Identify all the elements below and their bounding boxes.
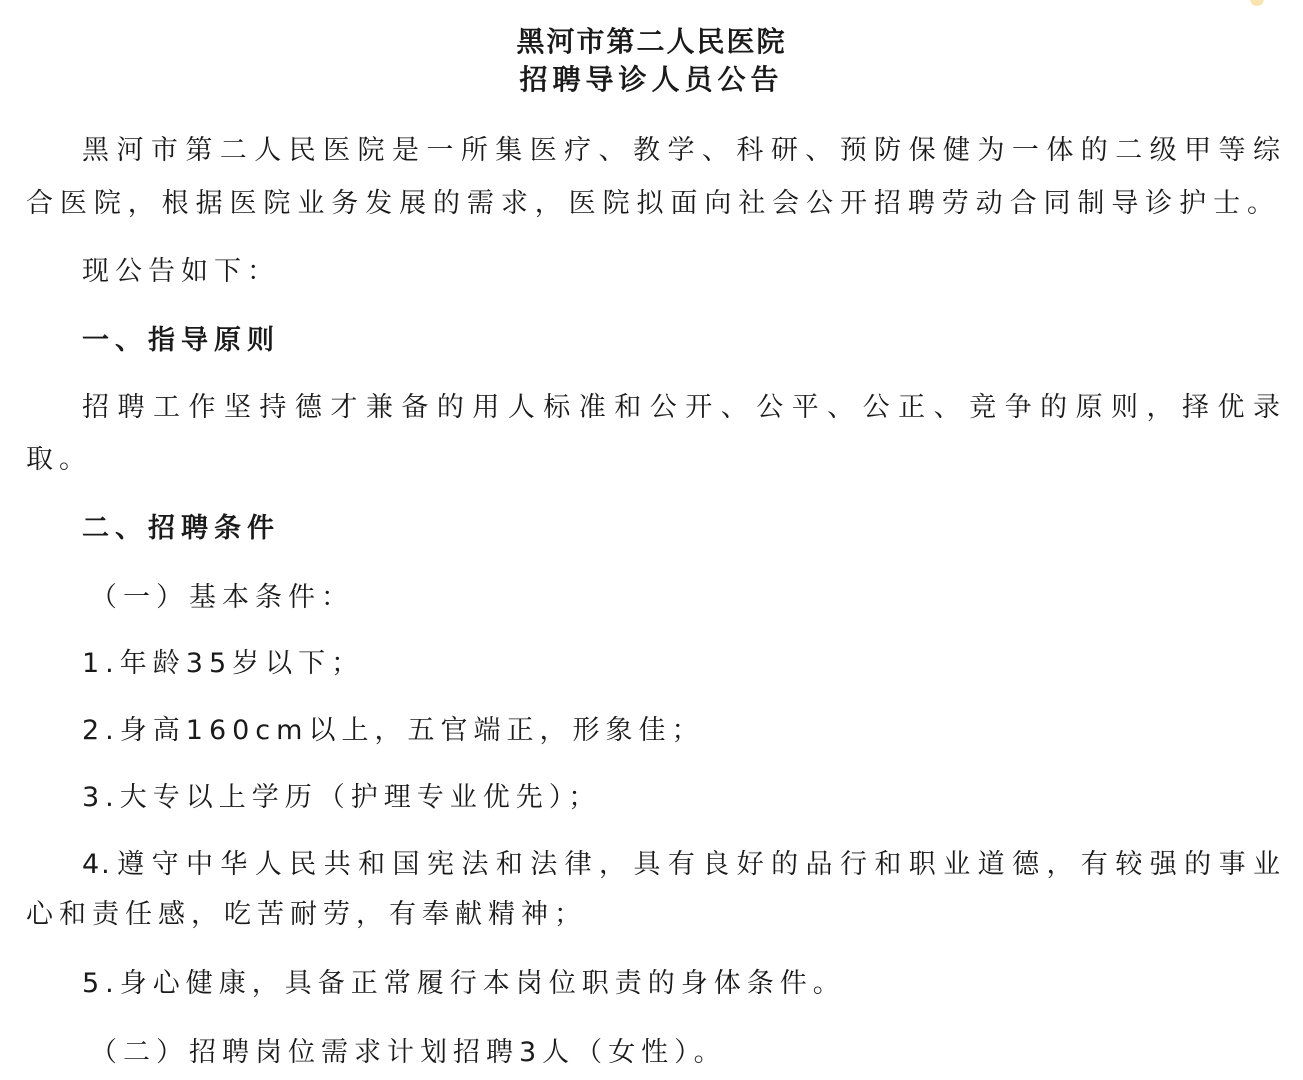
condition-item: 1.年龄35岁以下；	[82, 648, 365, 679]
intro-line-1: 黑河市第二人民医院是一所集医疗、教学、科研、预防保健为一体的二级甲等综	[82, 135, 1282, 166]
page-title: 黑河市第二人民医院	[516, 25, 787, 58]
corner-decoration	[1250, 0, 1264, 6]
basic-conditions-heading: （一）基本条件：	[90, 582, 354, 613]
section-1-body-line-2: 取。	[26, 444, 92, 475]
page-subtitle: 招聘导诊人员公告	[519, 63, 784, 96]
intro-line-2: 合医院，根据医院业务发展的需求，医院拟面向社会公开招聘劳动合同制导诊护士。	[26, 188, 1276, 219]
condition-item-continued: 心和责任感，吃苦耐劳，有奉献精神；	[26, 899, 587, 930]
position-plan-heading: （二）招聘岗位需求计划招聘3人（女性）。	[90, 1037, 727, 1068]
condition-item: 2.身高160cm以上，五官端正，形象佳；	[82, 715, 705, 746]
condition-item: 3.大专以上学历（护理专业优先）；	[82, 782, 602, 813]
notice-lead: 现公告如下：	[82, 256, 280, 287]
condition-item: 4.遵守中华人民共和国宪法和法律，具有良好的品行和职业道德，有较强的事业	[82, 849, 1282, 880]
section-1-body-line-1: 招聘工作坚持德才兼备的用人标准和公开、公平、公正、竞争的原则，择优录	[82, 392, 1282, 423]
condition-item: 5.身心健康，具备正常履行本岗位职责的身体条件。	[82, 968, 846, 999]
section-2-heading: 二、招聘条件	[82, 513, 280, 544]
section-1-heading: 一、指导原则	[82, 325, 280, 356]
